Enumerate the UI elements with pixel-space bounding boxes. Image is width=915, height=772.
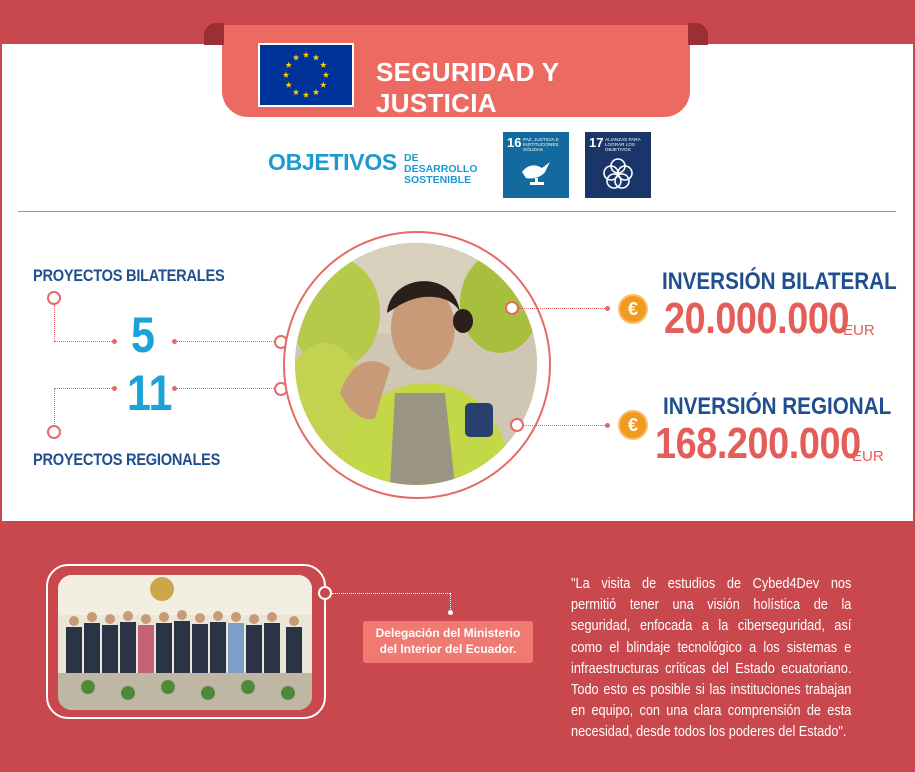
eu-star-icon [303,52,309,58]
connector-dot [605,423,610,428]
connector-line [450,593,451,611]
regional-investment-amount: 168.200.000 [655,419,861,468]
regional-projects-label: PROYECTOS REGIONALES [33,450,221,469]
connector-dot [112,386,117,391]
connector-line [176,388,274,389]
regional-investment-label: INVERSIÓN REGIONAL [663,393,892,420]
eu-star-icon [283,72,289,78]
bilateral-investment-unit: EUR [843,322,875,339]
interlocking-rings-icon [598,156,638,192]
regional-investment-unit: EUR [852,448,884,465]
connector-dot [448,610,453,615]
bilateral-projects-count: 5 [131,307,155,363]
bilateral-investment-amount: 20.000.000 [664,294,850,343]
photo-caption: Delegación del Ministerio del Interior del Ecuador. [375,626,521,656]
connector-dot [47,291,61,305]
delegation-photo [58,575,312,710]
eu-star-icon [313,89,319,95]
eu-star-icon [285,82,291,88]
photo-caption-box [363,621,533,663]
connector-dot [605,306,610,311]
sdg-17-number: 17 [589,135,604,150]
eu-star-icon [313,54,319,60]
connector-line [519,308,607,309]
eu-star-icon [303,92,309,98]
eu-star-icon [323,72,329,78]
ods-sub-text: DE DESARROLLO SOSTENIBLE [404,152,478,186]
connector-dot [112,339,117,344]
banner-fold-left [204,23,224,45]
connector-line [54,388,55,426]
bilateral-investment-label: INVERSIÓN BILATERAL [662,268,897,295]
connector-line [176,341,274,342]
eu-star-icon [293,89,299,95]
connector-line [54,388,114,389]
connector-line [524,425,607,426]
ods-main-text: OBJETIVOS [268,149,397,175]
police-officer-photo [295,243,537,485]
regional-projects-count: 11 [127,365,173,421]
eu-star-icon [293,54,299,60]
dove-gavel-icon [516,156,556,192]
page-title: SEGURIDAD Y JUSTICIA [376,57,559,118]
sdg-17-text: ALIANZAS PARA LOGRAR LOS OBJETIVOS [605,137,641,153]
eu-star-icon [285,62,291,68]
sdg-16-number: 16 [507,135,522,150]
connector-dot [505,301,519,315]
connector-line [54,341,114,342]
connector-dot [47,425,61,439]
sdg-16-text: PAZ, JUSTICIA E INSTITUCIONES SÓLIDAS [523,137,559,153]
banner-fold-right [688,23,708,45]
eu-flag-icon [258,43,354,107]
section-divider [18,211,896,212]
euro-icon: € [618,410,648,440]
testimonial-quote: "La visita de estudios de Cybed4Dev nos permitió tener una visión holística de la seguridad, enfocada a la ciberseguridad, así como el blindaje tecnológico a los sistemas e infraestructuras críticas del Estado ecuatoriano. Todo esto es posible si las instituciones trabajan en equipo, con una clara comprensión de esta necesidad, desde todos los poderes del Estado". [571,576,852,741]
connector-line [54,305,55,341]
euro-icon: € [618,294,648,324]
connector-dot [318,586,332,600]
eu-star-icon [320,62,326,68]
sdg-16-badge [503,132,569,198]
bilateral-projects-label: PROYECTOS BILATERALES [33,266,225,285]
ods-logo [268,147,488,186]
eu-star-icon [320,82,326,88]
sdg-17-badge [585,132,651,198]
connector-line [332,593,450,594]
connector-dot [510,418,524,432]
